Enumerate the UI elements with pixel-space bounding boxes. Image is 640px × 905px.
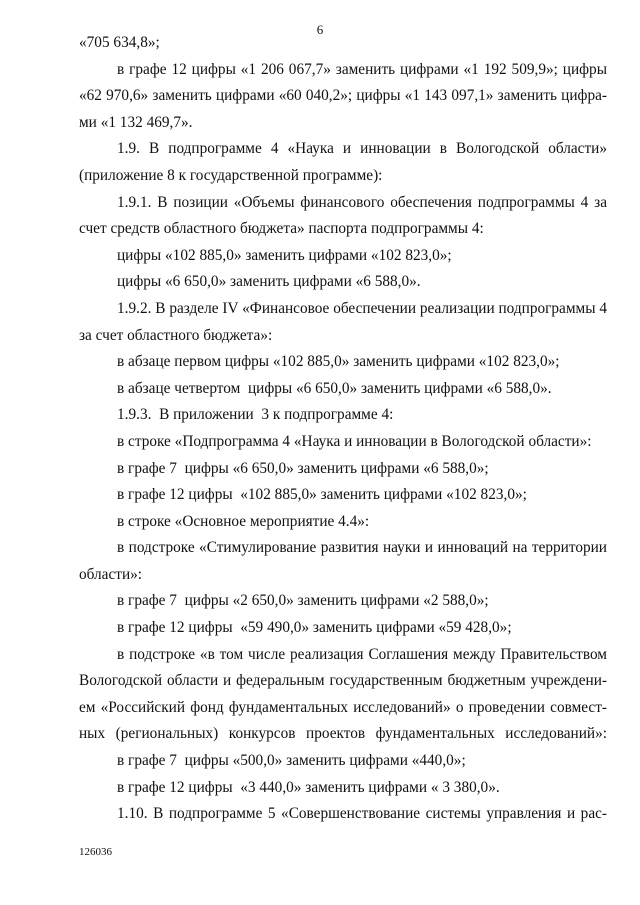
text-line: за счет областного бюджета»: bbox=[79, 326, 273, 344]
text-line: 1.10. В подпрограмме 5 «Совершенствование системы управления и рас- bbox=[117, 805, 607, 823]
text-line: в графе 7 цифры «500,0» заменить цифрами «440,0»; bbox=[117, 752, 466, 770]
text-line: в графе 12 цифры «102 885,0» заменить цифрами «102 823,0»; bbox=[117, 486, 527, 504]
text-line: 1.9.3. В приложении 3 к подпрограмме 4: bbox=[117, 406, 394, 424]
text-line: «62 970,6» заменить цифрами «60 040,2»; цифры «1 143 097,1» заменить цифра- bbox=[79, 87, 607, 105]
text-line: ми «1 132 469,7». bbox=[79, 113, 193, 131]
text-line: в строке «Основное мероприятие 4.4»: bbox=[117, 512, 370, 530]
text-line: в подстроке «Стимулирование развития науки и инноваций на территории bbox=[117, 539, 607, 557]
text-line: 1.9.2. В разделе IV «Финансовое обеспечении реализации подпрограммы 4 bbox=[117, 299, 607, 317]
text-line: цифры «102 885,0» заменить цифрами «102 823,0»; bbox=[117, 246, 452, 264]
text-line: в графе 12 цифры «59 490,0» заменить цифрами «59 428,0»; bbox=[117, 619, 512, 637]
text-line: счет средств областного бюджета» паспорта подпрограммы 4: bbox=[79, 220, 484, 238]
text-line: области»: bbox=[79, 565, 143, 583]
text-line: «705 634,8»; bbox=[79, 34, 160, 51]
page-number: 6 bbox=[316, 22, 324, 37]
text-line: (приложение 8 к государственной программе): bbox=[79, 166, 383, 184]
text-line: 1.9. В подпрограмме 4 «Наука и инновации в Вологодской области» bbox=[117, 140, 607, 158]
text-line: в графе 7 цифры «6 650,0» заменить цифрами «6 588,0»; bbox=[117, 459, 489, 477]
text-line: в абзаце четвертом цифры «6 650,0» заменить цифрами «6 588,0». bbox=[117, 379, 552, 397]
text-line: Вологодской области и федеральным государственным бюджетным учреждени- bbox=[79, 672, 607, 690]
text-line: в графе 12 цифры «3 440,0» заменить цифрами « 3 380,0». bbox=[117, 778, 500, 796]
text-line: ных (региональных) конкурсов проектов фундаментальных исследований»: bbox=[79, 725, 607, 743]
text-line: в графе 12 цифры «1 206 067,7» заменить цифрами «1 192 509,9»; цифры bbox=[117, 60, 607, 78]
text-line: в графе 7 цифры «2 650,0» заменить цифрами «2 588,0»; bbox=[117, 592, 489, 610]
document-body bbox=[79, 30, 607, 828]
text-line: цифры «6 650,0» заменить цифрами «6 588,0». bbox=[117, 273, 421, 291]
text-line: ем «Российский фонд фундаментальных исследований» о проведении совмест- bbox=[79, 698, 607, 716]
text-line: 1.9.1. В позиции «Объемы финансового обеспечения подпрограммы 4 за bbox=[117, 193, 607, 211]
text-line: в абзаце первом цифры «102 885,0» заменить цифрами «102 823,0»; bbox=[117, 353, 560, 371]
document-code: 126036 bbox=[79, 846, 112, 858]
text-line: в подстроке «в том числе реализация Соглашения между Правительством bbox=[117, 645, 607, 663]
text-line: в строке «Подпрограмма 4 «Наука и инновации в Вологодской области»: bbox=[117, 432, 592, 450]
